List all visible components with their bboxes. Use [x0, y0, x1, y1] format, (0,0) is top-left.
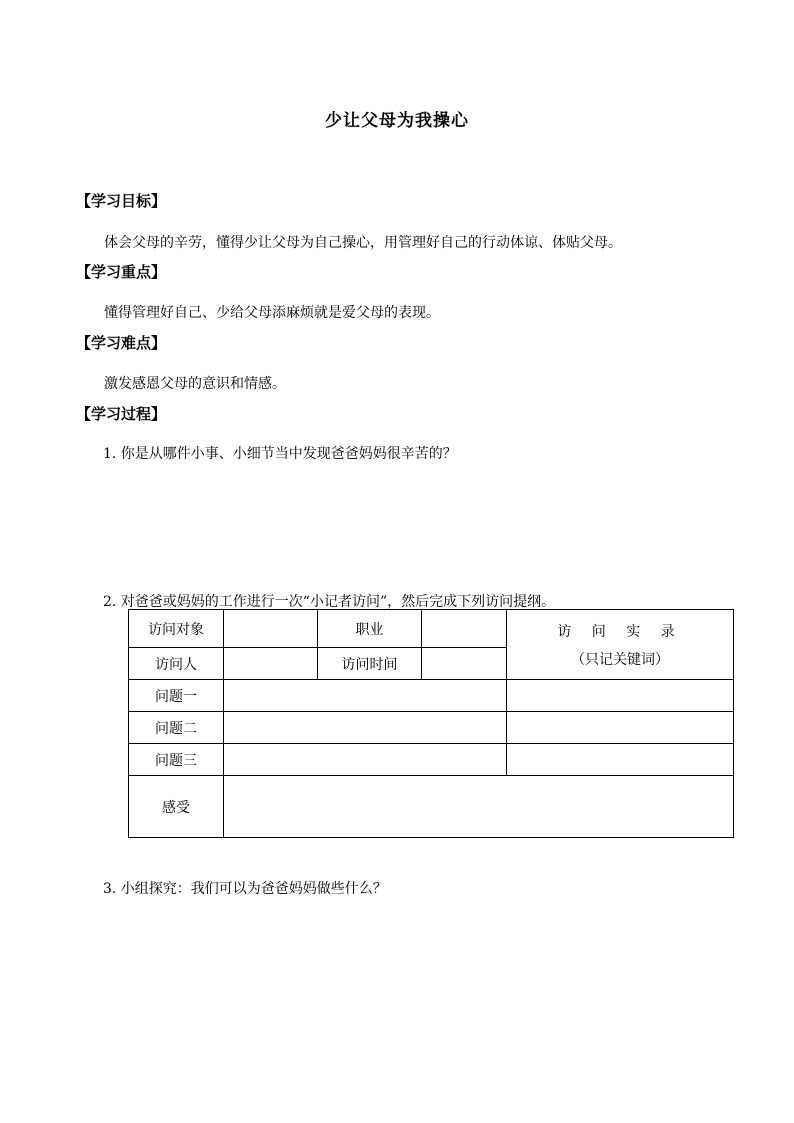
cell-interviewer-value[interactable] [224, 648, 318, 680]
interview-table [128, 609, 734, 838]
record-title: 访 问 实 录 [557, 623, 683, 640]
difficulty-text: 激发感恩父母的意识和情感。 [104, 376, 286, 392]
cell-feeling-value[interactable] [224, 776, 734, 838]
cell-question1-label: 问题一 [129, 680, 224, 712]
heading-difficulty: 【学习难点】 [76, 334, 167, 352]
cell-question3-record[interactable] [507, 744, 734, 776]
cell-occupation-value[interactable] [422, 610, 507, 648]
cell-time-label: 访问时间 [318, 648, 422, 680]
cell-occupation-label: 职业 [318, 610, 422, 648]
goal-text: 体会父母的辛劳，懂得少让父母为自己操心，用管理好自己的行动体谅、体贴父母。 [104, 235, 622, 251]
cell-question3-label: 问题三 [129, 744, 224, 776]
cell-question2-label: 问题二 [129, 712, 224, 744]
heading-focus: 【学习重点】 [76, 263, 167, 281]
page-title: 少让父母为我操心 [325, 111, 469, 131]
question-3: 3. 小组探究：我们可以为爸爸妈妈做些什么？ [103, 881, 387, 897]
heading-process: 【学习过程】 [76, 405, 167, 423]
cell-record-header [507, 610, 734, 680]
cell-question3-value[interactable] [224, 744, 507, 776]
cell-interviewee-label: 访问对象 [129, 610, 224, 648]
question-2: 2. 对爸爸或妈妈的工作进行一次“小记者访问”，然后完成下列访问提纲。 [103, 594, 556, 610]
cell-question2-value[interactable] [224, 712, 507, 744]
cell-interviewer-label: 访问人 [129, 648, 224, 680]
cell-question1-record[interactable] [507, 680, 734, 712]
focus-text: 懂得管理好自己、少给父母添麻烦就是爱父母的表现。 [104, 305, 440, 321]
cell-feeling-label: 感受 [129, 776, 224, 838]
cell-question1-value[interactable] [224, 680, 507, 712]
cell-interviewee-value[interactable] [224, 610, 318, 648]
record-note: （只记关键词） [571, 651, 669, 668]
cell-question2-record[interactable] [507, 712, 734, 744]
question-1: 1. 你是从哪件小事、小细节当中发现爸爸妈妈很辛苦的？ [103, 446, 457, 462]
heading-goal: 【学习目标】 [76, 192, 167, 210]
cell-time-value[interactable] [422, 648, 507, 680]
